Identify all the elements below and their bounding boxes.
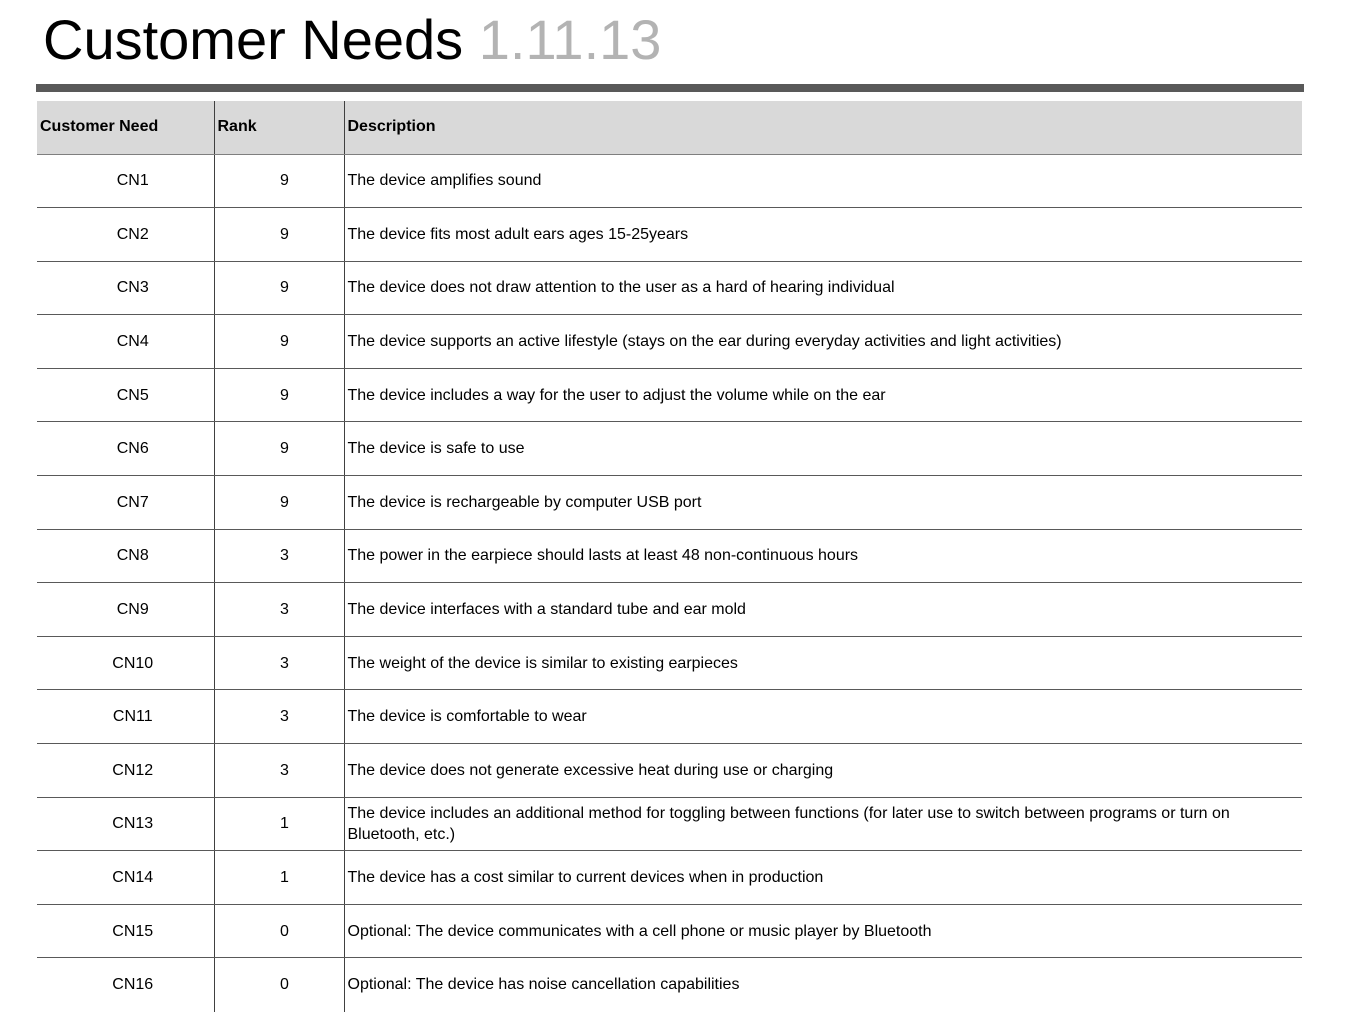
cell-description: The device includes a way for the user to adjust the volume while on the ear	[344, 368, 1302, 422]
cell-customer-need: CN10	[37, 636, 214, 690]
cell-description: The device does not generate excessive heat during use or charging	[344, 744, 1302, 798]
cell-customer-need: CN5	[37, 368, 214, 422]
table-row	[37, 529, 1302, 583]
table-row	[37, 422, 1302, 476]
cell-description: The device is safe to use	[344, 422, 1302, 476]
cell-description: The power in the earpiece should lasts at least 48 non-continuous hours	[344, 529, 1302, 583]
cell-customer-need: CN13	[37, 797, 214, 851]
cell-rank: 9	[214, 422, 344, 476]
table-row	[37, 583, 1302, 637]
table-row	[37, 690, 1302, 744]
cell-description: The device supports an active lifestyle (stays on the ear during everyday activities and light activities)	[344, 315, 1302, 369]
cell-description: The device includes an additional method for toggling between functions (for later use to switch between programs or turn on Bluetooth, etc.)	[344, 797, 1302, 851]
cell-customer-need: CN15	[37, 904, 214, 958]
cell-customer-need: CN14	[37, 851, 214, 905]
table-row	[37, 636, 1302, 690]
table-row	[37, 744, 1302, 798]
header-customer-need: Customer Need	[37, 101, 214, 154]
cell-rank: 9	[214, 208, 344, 262]
cell-description: Optional: The device has noise cancellation capabilities	[344, 958, 1302, 1012]
page-title	[43, 4, 661, 76]
cell-customer-need: CN6	[37, 422, 214, 476]
header-description: Description	[344, 101, 1302, 154]
table-row	[37, 154, 1302, 208]
cell-rank: 1	[214, 851, 344, 905]
header-rank: Rank	[214, 101, 344, 154]
cell-description: The device has a cost similar to current devices when in production	[344, 851, 1302, 905]
cell-customer-need: CN2	[37, 208, 214, 262]
table-row	[37, 261, 1302, 315]
cell-description: The weight of the device is similar to existing earpieces	[344, 636, 1302, 690]
cell-description: Optional: The device communicates with a cell phone or music player by Bluetooth	[344, 904, 1302, 958]
cell-rank: 9	[214, 315, 344, 369]
table-row	[37, 368, 1302, 422]
cell-rank: 3	[214, 529, 344, 583]
cell-rank: 9	[214, 261, 344, 315]
cell-description: The device is rechargeable by computer USB port	[344, 476, 1302, 530]
table-row	[37, 958, 1302, 1012]
table-row	[37, 851, 1302, 905]
cell-customer-need: CN8	[37, 529, 214, 583]
cell-customer-need: CN11	[37, 690, 214, 744]
cell-description: The device fits most adult ears ages 15-25years	[344, 208, 1302, 262]
cell-rank: 0	[214, 904, 344, 958]
cell-rank: 9	[214, 368, 344, 422]
table-row	[37, 476, 1302, 530]
cell-rank: 0	[214, 958, 344, 1012]
cell-rank: 9	[214, 154, 344, 208]
cell-customer-need: CN3	[37, 261, 214, 315]
cell-customer-need: CN7	[37, 476, 214, 530]
cell-rank: 3	[214, 583, 344, 637]
cell-customer-need: CN16	[112, 976, 154, 994]
table-row	[37, 208, 1302, 262]
title-date: 1.11.13	[478, 8, 662, 71]
cell-customer-need: CN12	[37, 744, 214, 798]
cell-description: The device does not draw attention to the user as a hard of hearing individual	[344, 261, 1302, 315]
customer-needs-table	[37, 101, 1302, 1012]
cell-rank: 1	[214, 797, 344, 851]
table-row	[37, 797, 1302, 851]
cell-customer-need: CN9	[37, 583, 214, 637]
cell-rank: 9	[214, 476, 344, 530]
cell-description: The device amplifies sound	[344, 154, 1302, 208]
cell-description: The device interfaces with a standard tube and ear mold	[344, 583, 1302, 637]
cell-rank: 3	[214, 690, 344, 744]
table-row	[37, 904, 1302, 958]
table-header-row	[37, 101, 1302, 154]
cell-rank: 3	[214, 636, 344, 690]
table-row	[37, 315, 1302, 369]
cell-description: The device is comfortable to wear	[344, 690, 1302, 744]
cell-customer-need: CN4	[37, 315, 214, 369]
cell-rank: 3	[214, 744, 344, 798]
title-divider	[36, 84, 1304, 92]
title-main: Customer Needs	[43, 8, 464, 71]
cell-customer-need: CN1	[37, 154, 214, 208]
